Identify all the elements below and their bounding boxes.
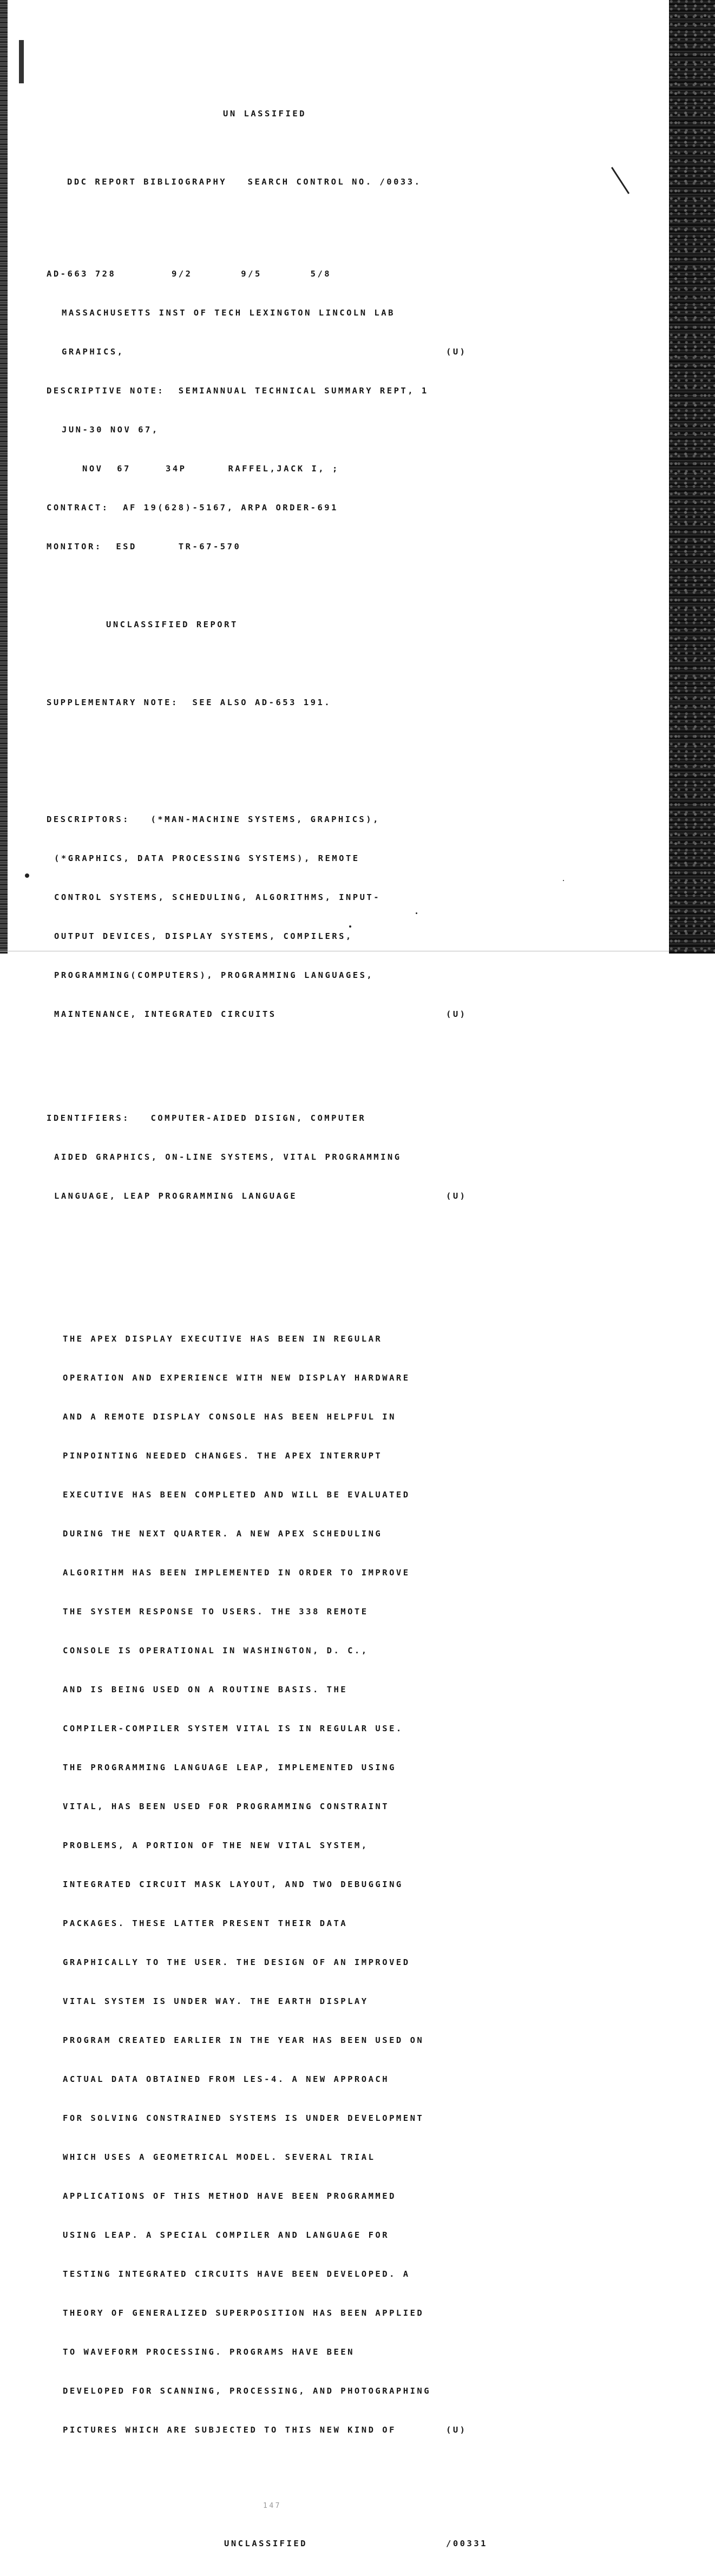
identifiers-block	[47, 1086, 501, 1228]
descriptors-text: MAINTENANCE, INTEGRATED CIRCUITS	[54, 1009, 277, 1019]
abstract-line: DURING THE NEXT QUARTER. A NEW APEX SCHEDULING	[63, 1529, 383, 1539]
footer	[47, 2537, 501, 2550]
scan-mark	[19, 40, 24, 83]
abstract-line: AND A REMOTE DISPLAY CONSOLE HAS BEEN HELPFUL IN	[63, 1412, 396, 1422]
abstract-line: CONSOLE IS OPERATIONAL IN WASHINGTON, D. C.,	[63, 1646, 369, 1655]
abstract-line: THEORY OF GENERALIZED SUPERPOSITION HAS BEEN APPLIED	[63, 2308, 424, 2318]
security-flag: (U)	[446, 347, 467, 357]
abstract-line: PROGRAM CREATED EARLIER IN THE YEAR HAS BEEN USED ON	[63, 2035, 424, 2045]
descriptors-line	[47, 1008, 501, 1021]
abstract-line: VITAL SYSTEM IS UNDER WAY. THE EARTH DISPLAY	[63, 1996, 369, 2006]
security-flag: (U)	[446, 1191, 467, 1201]
report-title: GRAPHICS,	[62, 347, 124, 357]
page-number: 147	[263, 2502, 281, 2510]
pen-mark	[611, 167, 629, 194]
abstract-line: PROBLEMS, A PORTION OF THE NEW VITAL SYSTEM,	[63, 1841, 369, 1850]
identifiers-line	[47, 1190, 501, 1202]
abstract-block	[47, 1306, 501, 2462]
abstract-text: PICTURES WHICH ARE SUBJECTED TO THIS NEW KIND OF	[63, 2425, 396, 2435]
abstract-line: DEVELOPED FOR SCANNING, PROCESSING, AND PHOTOGRAPHING	[63, 2386, 431, 2396]
descriptive-note-line-1: DESCRIPTIVE NOTE: SEMIANNUAL TECHNICAL SUMMARY REPT, 1	[47, 386, 429, 396]
abstract-line: ACTUAL DATA OBTAINED FROM LES-4. A NEW APPROACH	[63, 2074, 390, 2084]
identifiers-text: LANGUAGE, LEAP PROGRAMMING LANGUAGE	[54, 1191, 298, 1201]
abstract-line: COMPILER-COMPILER SYSTEM VITAL IS IN REGULAR USE.	[63, 1724, 403, 1733]
abstract-line: USING LEAP. A SPECIAL COMPILER AND LANGUAGE FOR	[63, 2230, 390, 2240]
abstract-line: THE APEX DISPLAY EXECUTIVE HAS BEEN IN REGULAR	[63, 1334, 383, 1344]
descriptors-block	[47, 787, 501, 1047]
abstract-line: TO WAVEFORM PROCESSING. PROGRAMS HAVE BEEN	[63, 2347, 355, 2357]
descriptors-line: (*GRAPHICS, DATA PROCESSING SYSTEMS), REMOTE	[54, 853, 360, 863]
identifiers-line: AIDED GRAPHICS, ON-LINE SYSTEMS, VITAL PROGRAMMING	[54, 1152, 402, 1162]
security-flag: (U)	[446, 2425, 467, 2435]
scan-speck	[563, 880, 564, 881]
footer-classification: UNCLASSIFIED	[224, 2539, 307, 2548]
abstract-line: INTEGRATED CIRCUIT MASK LAYOUT, AND TWO DEBUGGING	[63, 1880, 403, 1889]
report-status: UNCLASSIFIED REPORT	[106, 620, 238, 629]
classification-header: UN LASSIFIED	[223, 109, 306, 119]
descriptors-line: OUTPUT DEVICES, DISPLAY SYSTEMS, COMPILERS,	[54, 931, 353, 941]
abstract-line: FOR SOLVING CONSTRAINED SYSTEMS IS UNDER DEVELOPMENT	[63, 2113, 424, 2123]
abstract-line	[47, 2423, 501, 2436]
abstract-line: PACKAGES. THESE LATTER PRESENT THEIR DATA	[63, 1918, 348, 1928]
abstract-line: GRAPHICALLY TO THE USER. THE DESIGN OF AN IMPROVED	[63, 1957, 410, 1967]
abstract-line: THE SYSTEM RESPONSE TO USERS. THE 338 REMOTE	[63, 1607, 369, 1616]
contract-line: CONTRACT: AF 19(628)-5167, ARPA ORDER-691	[47, 503, 338, 512]
report-record	[47, 81, 501, 2576]
descriptors-line: CONTROL SYSTEMS, SCHEDULING, ALGORITHMS, INPUT-	[54, 892, 381, 902]
scan-edge-left	[0, 0, 8, 954]
bibliography-title: DDC REPORT BIBLIOGRAPHY SEARCH CONTROL NO. /0033.	[67, 177, 422, 187]
ad-number-line: AD-663 728 9/2 9/5 5/8	[47, 269, 332, 279]
abstract-line: AND IS BEING USED ON A ROUTINE BASIS. THE	[63, 1685, 348, 1694]
abstract-line: VITAL, HAS BEEN USED FOR PROGRAMMING CONSTRAINT	[63, 1802, 390, 1811]
descriptive-note-line-2: JUN-30 NOV 67,	[62, 425, 159, 435]
scan-speck	[25, 873, 29, 878]
abstract-line: WHICH USES A GEOMETRICAL MODEL. SEVERAL TRIAL	[63, 2152, 376, 2162]
abstract-line: ALGORITHM HAS BEEN IMPLEMENTED IN ORDER TO IMPROVE	[63, 1568, 410, 1578]
identifiers-line: IDENTIFIERS: COMPUTER-AIDED DISIGN, COMPUTER	[47, 1113, 366, 1123]
descriptors-line: PROGRAMMING(COMPUTERS), PROGRAMMING LANGUAGES,	[54, 970, 374, 980]
title-line	[47, 345, 501, 358]
abstract-line: APPLICATIONS OF THIS METHOD HAVE BEEN PROGRAMMED	[63, 2191, 396, 2201]
scan-edge-right	[669, 0, 715, 954]
security-flag: (U)	[446, 1009, 467, 1019]
footer-control-code: /00331	[446, 2539, 488, 2548]
abstract-line: EXECUTIVE HAS BEEN COMPLETED AND WILL BE EVALUATED	[63, 1490, 410, 1500]
abstract-line: THE PROGRAMMING LANGUAGE LEAP, IMPLEMENTED USING	[63, 1763, 396, 1772]
organization-line: MASSACHUSETTS INST OF TECH LEXINGTON LINCOLN LAB	[62, 308, 395, 318]
abstract-line: PINPOINTING NEEDED CHANGES. THE APEX INTERRUPT	[63, 1451, 383, 1461]
descriptors-line: DESCRIPTORS: (*MAN-MACHINE SYSTEMS, GRAPHICS),	[47, 814, 380, 824]
monitor-line: MONITOR: ESD TR-67-570	[47, 542, 241, 551]
abstract-line: TESTING INTEGRATED CIRCUITS HAVE BEEN DEVELOPED. A	[63, 2269, 410, 2279]
supplementary-note: SUPPLEMENTARY NOTE: SEE ALSO AD-653 191.	[47, 698, 332, 707]
abstract-line: OPERATION AND EXPERIENCE WITH NEW DISPLAY HARDWARE	[63, 1373, 410, 1383]
date-author-line: NOV 67 34P RAFFEL,JACK I, ;	[82, 464, 339, 474]
